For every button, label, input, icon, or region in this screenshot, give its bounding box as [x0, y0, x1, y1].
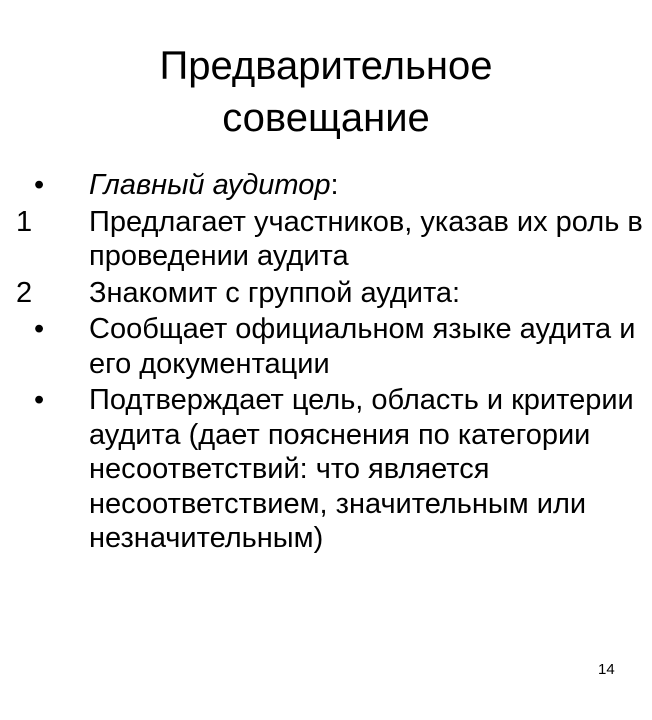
- list-item-language: [0, 312, 652, 381]
- page-number: 14: [598, 661, 615, 678]
- bullet-marker: •: [34, 169, 45, 201]
- slide-title-line-1: Предварительное: [159, 44, 493, 88]
- list-item-2-text: Знакомит с группой аудита:: [89, 276, 461, 309]
- list-item-scope: [0, 383, 652, 556]
- list-item-2: [0, 276, 652, 311]
- list-item-language-text: Сообщает официальном языке аудита и его документации: [89, 313, 636, 380]
- main-auditor-label: Главный аудитор: [89, 169, 331, 201]
- bullet-marker: •: [34, 313, 45, 345]
- list-item-1-text: Предлагает участников, указав их роль в проведении аудита: [89, 205, 643, 272]
- slide-title: [0, 40, 652, 144]
- list-item-1: [0, 205, 652, 274]
- number-marker-2: 2: [16, 276, 33, 309]
- main-auditor-colon: :: [330, 169, 339, 201]
- list-item-scope-text: Подтверждает цель, область и критерии аудита (дает пояснения по категории несоответствий: что является несоответствием, значительным или незначительным): [89, 384, 634, 554]
- list-item-main-auditor: [0, 168, 652, 203]
- number-marker-1: 1: [16, 205, 33, 238]
- bullet-marker: •: [34, 384, 45, 416]
- content-list: [0, 168, 652, 558]
- slide-title-line-2: совещание: [222, 96, 430, 140]
